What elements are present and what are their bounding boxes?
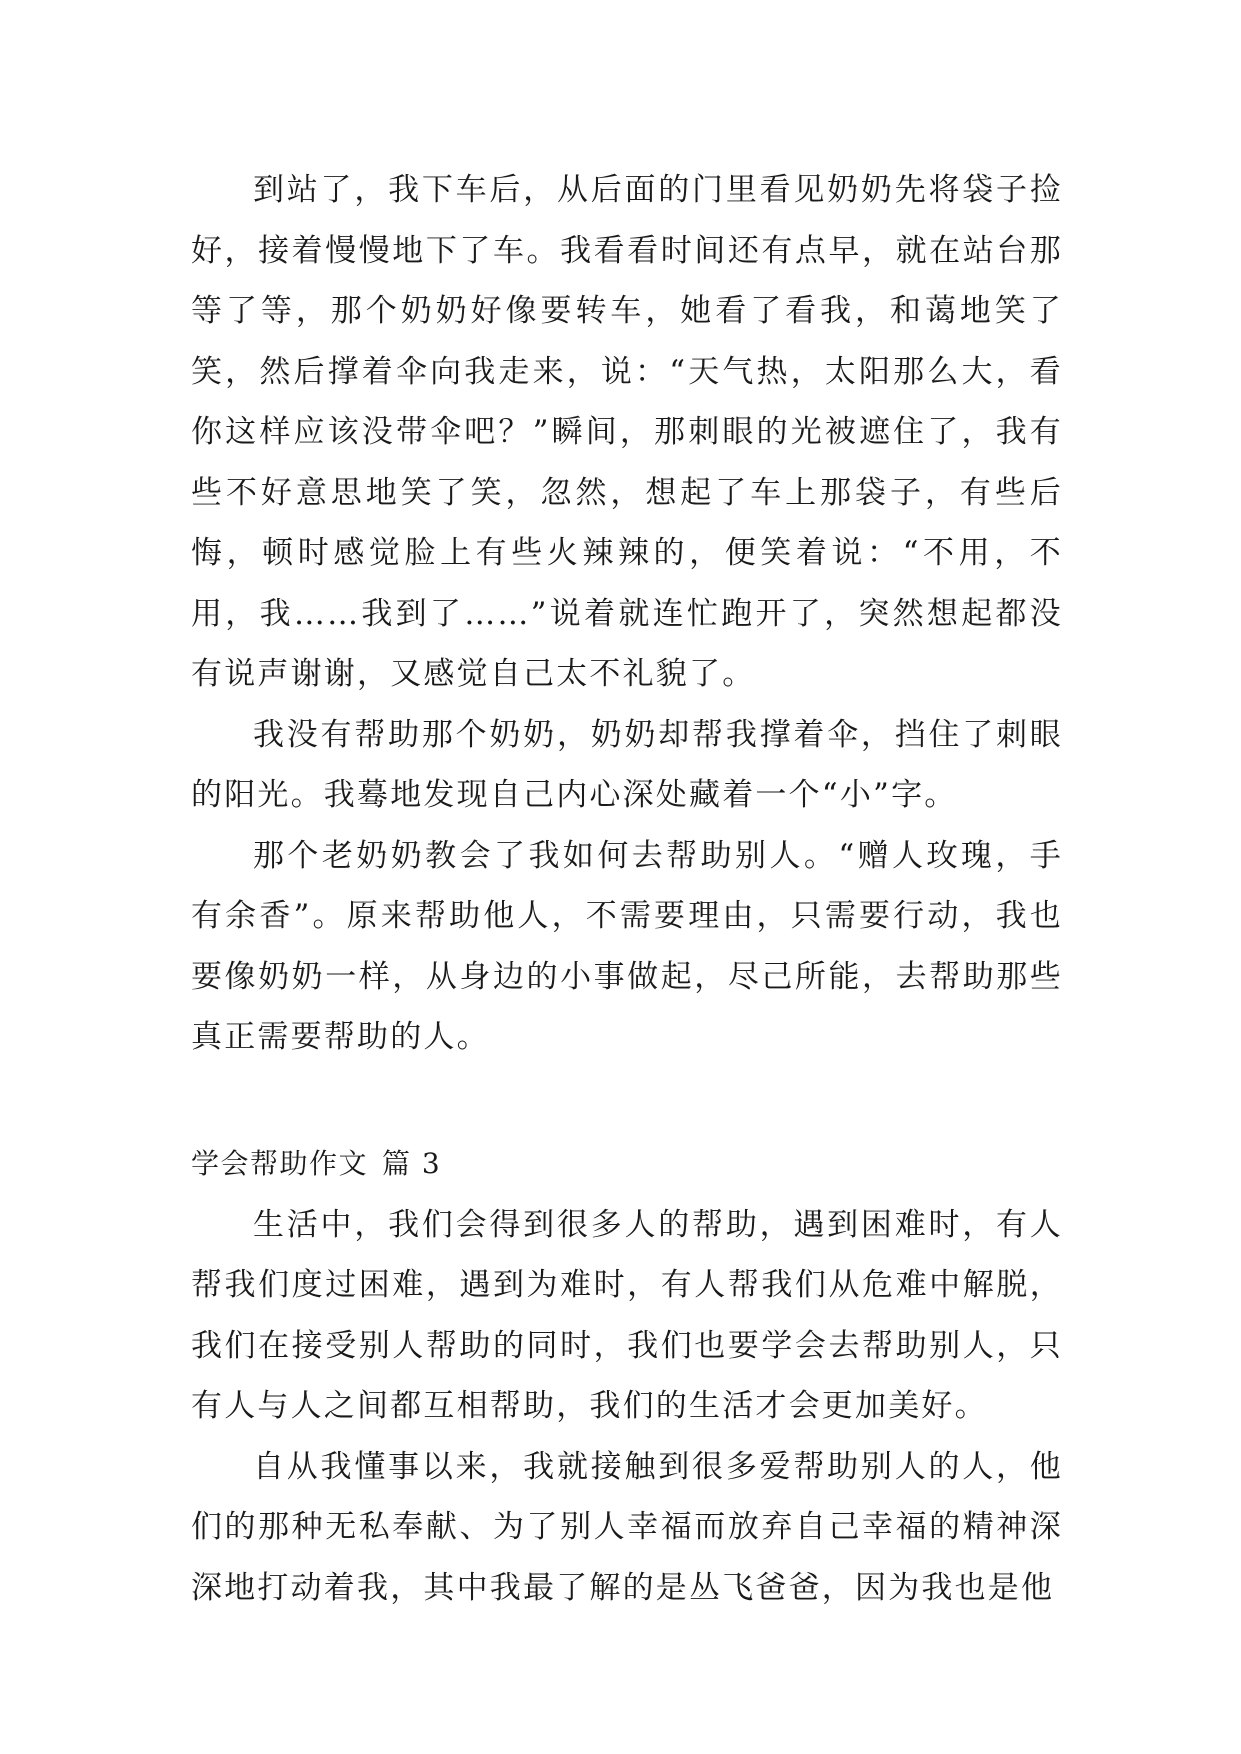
- paragraph-story-start: 自从我懂事以来，我就接触到很多爱帮助别人的人，他们的那种无私奉献、为了别人幸福而放弃自己幸福的精神深深地打动着我，其中我最了解的是丛飞爸爸，因为我也是他: [191, 1448, 1063, 1606]
- section-number: 篇 3: [382, 1146, 442, 1180]
- paragraph-intro: 生活中，我们会得到很多人的帮助，遇到困难时，有人帮我们度过困难，遇到为难时，有人帮我们从危难中解脱，我们在接受别人帮助的同时，我们也要学会去帮助别人，只有人与人之间都互相帮助，我们的生活才会更加美好。: [191, 1206, 1063, 1424]
- paragraph-reflection: 我没有帮助那个奶奶，奶奶却帮我撑着伞，挡住了刺眼的阳光。我蓦地发现自己内心深处藏着一个“小”字。: [191, 716, 1063, 813]
- section-heading: [191, 1133, 1063, 1195]
- paragraph-bus-stop: 到站了，我下车后，从后面的门里看见奶奶先将袋子捡好，接着慢慢地下了车。我看看时间还有点早，就在站台那等了等，那个奶奶好像要转车，她看了看我，和蔼地笑了笑，然后撑着伞向我走来，说：“天气热，太阳那么大，看你这样应该没带伞吧？”瞬间，那刺眼的光被遮住了，我有些不好意思地笑了笑，忽然，想起了车上那袋子，有些后悔，顿时感觉脸上有些火辣辣的，便笑着说：“不用，不用，我……我到了……”说着就连忙跑开了，突然想起都没有说声谢谢，又感觉自己太不礼貌了。: [191, 172, 1063, 692]
- section-title: 学会帮助作文: [191, 1146, 369, 1180]
- document-body: [191, 160, 1063, 1618]
- paragraph-conclusion: 那个老奶奶教会了我如何去帮助别人。“赠人玫瑰，手有余香”。原来帮助他人，不需要理由，只需要行动，我也要像奶奶一样，从身边的小事做起，尽己所能，去帮助那些真正需要帮助的人。: [191, 837, 1063, 1055]
